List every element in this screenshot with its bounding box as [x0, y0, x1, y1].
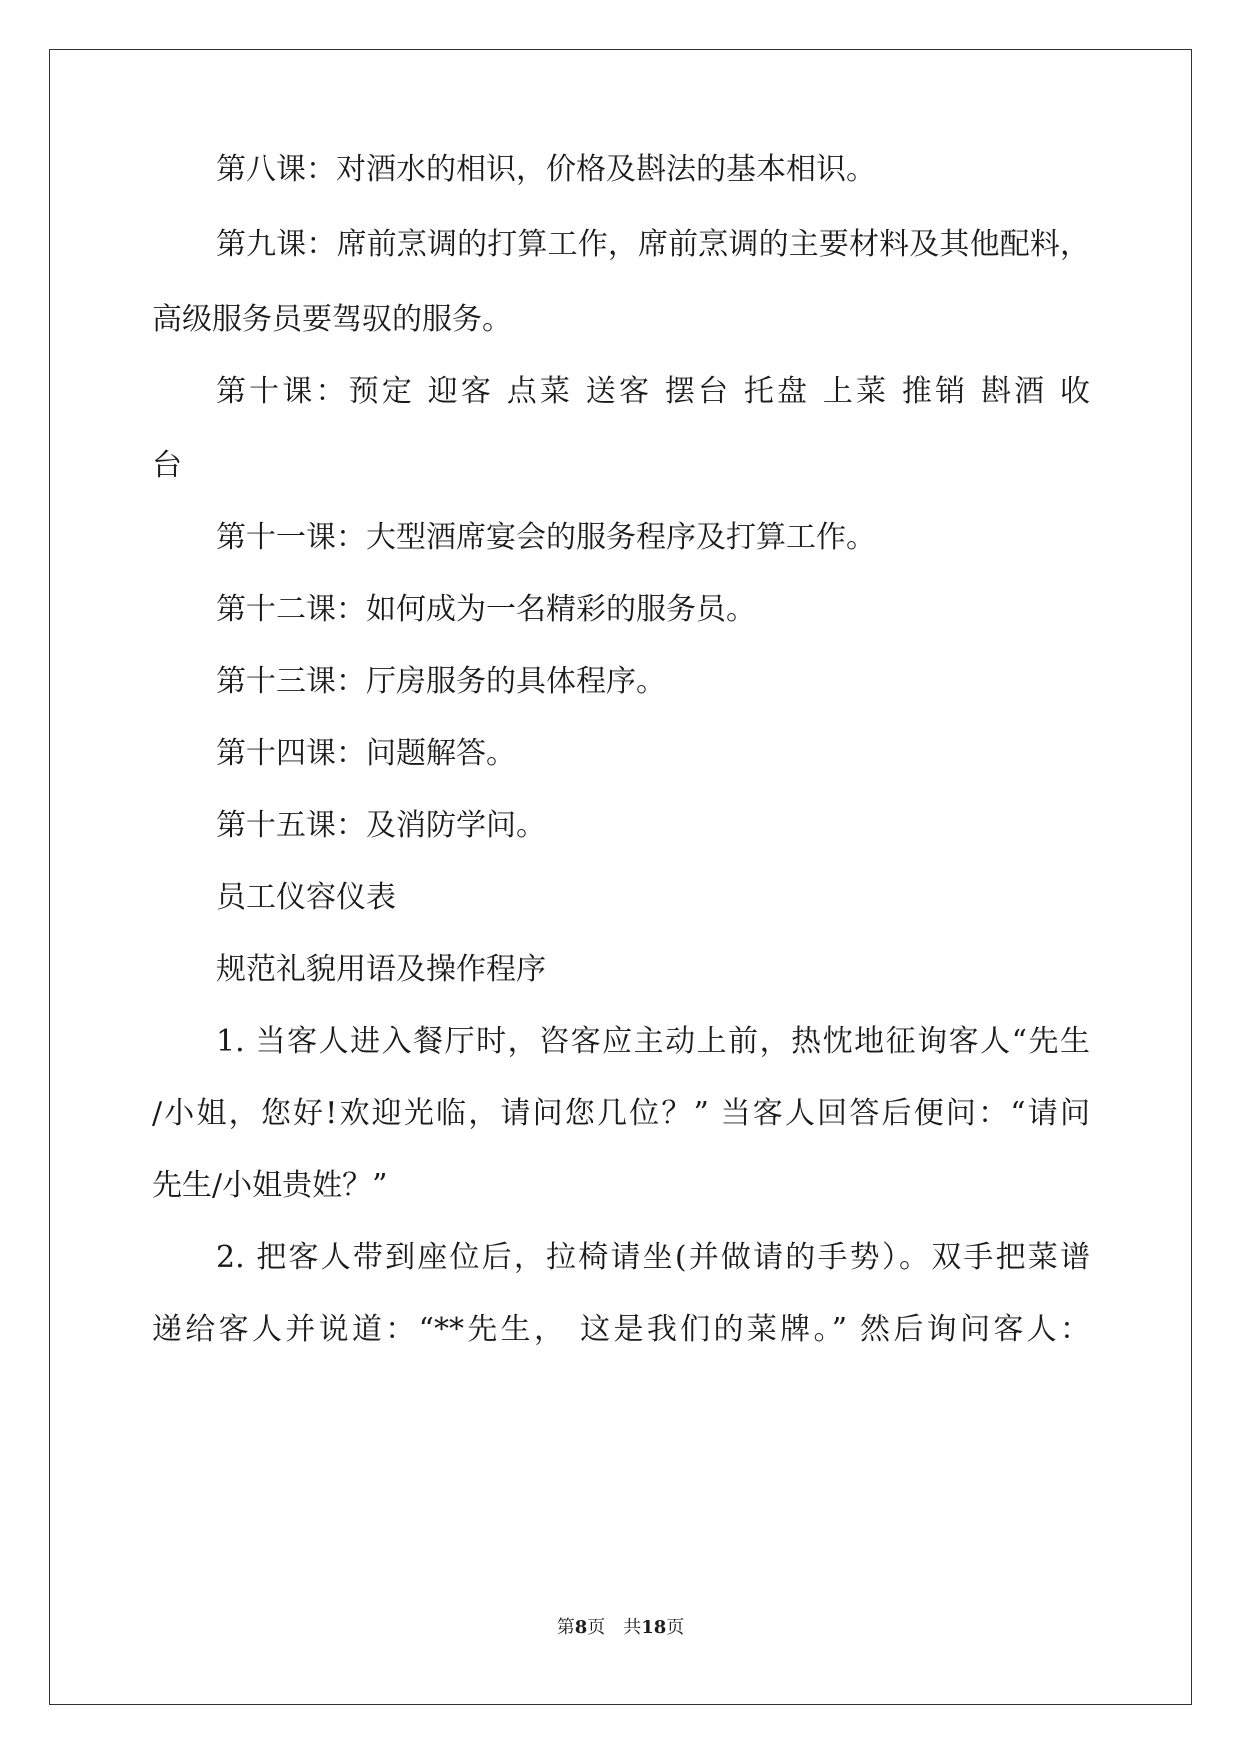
text-line: 第十四课：问题解答。: [216, 736, 516, 771]
text-line: 1. 当客人进入餐厅时，咨客应主动上前，热忱地征询客人“先生: [216, 1024, 1090, 1059]
text-line: 第十三课：厅房服务的具体程序。: [216, 664, 666, 699]
total-suffix: 页: [666, 1617, 685, 1638]
section-heading: 规范礼貌用语及操作程序: [216, 952, 546, 987]
text-line: 第十二课：如何成为一名精彩的服务员。: [216, 592, 756, 627]
text-line: 第十课：预定 迎客 点菜 送客 摆台 托盘 上菜 推销 斟酒 收: [216, 374, 1090, 409]
text-line: 先生/小姐贵姓？”: [152, 1168, 388, 1203]
page-border: [49, 49, 1192, 1705]
text-line: 第十一课：大型酒席宴会的服务程序及打算工作。: [216, 520, 876, 555]
text-line: 高级服务员要驾驭的服务。: [152, 302, 512, 337]
section-heading: 员工仪容仪表: [216, 880, 396, 915]
page-prefix: 第: [556, 1617, 575, 1638]
page-suffix: 页: [587, 1617, 606, 1638]
text-line: 第九课：席前烹调的打算工作，席前烹调的主要材料及其他配料，: [216, 227, 1090, 262]
text-line: 台: [152, 448, 182, 483]
page-number: 8: [574, 1617, 588, 1638]
page-footer: [0, 1616, 1241, 1640]
text-line: 2. 把客人带到座位后，拉椅请坐(并做请的手势）。双手把菜谱: [216, 1240, 1090, 1275]
total-prefix: 共: [623, 1617, 642, 1638]
text-line: /小姐，您好!欢迎光临，请问您几位？” 当客人回答后便问：“请问: [152, 1096, 1090, 1131]
text-line: 递给客人并说道：“**先生， 这是我们的菜牌。” 然后询问客人：: [152, 1312, 1090, 1347]
text-line: 第八课：对酒水的相识，价格及斟法的基本相识。: [216, 152, 876, 187]
total-pages: 18: [641, 1617, 667, 1638]
text-line: 第十五课：及消防学问。: [216, 808, 546, 843]
